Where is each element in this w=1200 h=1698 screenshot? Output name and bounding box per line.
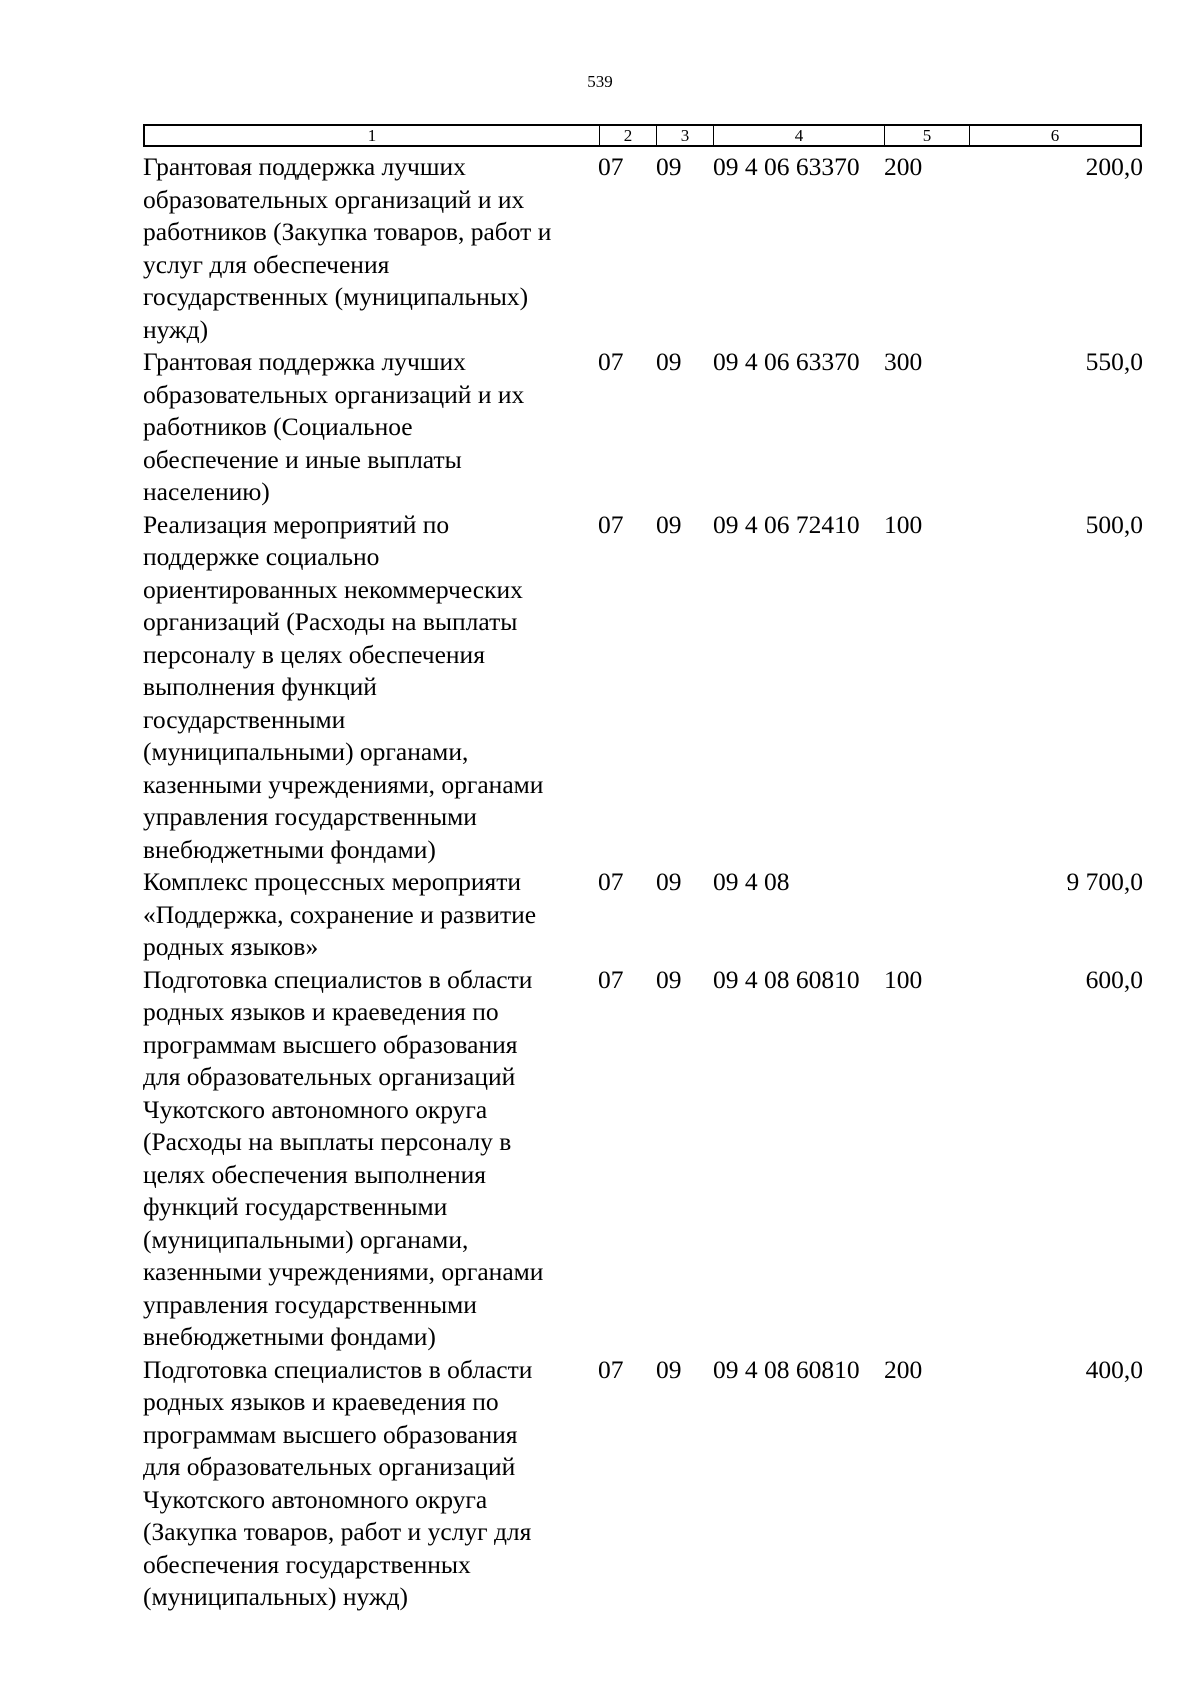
target-article-code: 09 4 08 [713,867,790,896]
description-line: (муниципальными) органами, [143,1224,469,1254]
table-row [0,964,1200,1354]
header-col-4: 4 [714,126,885,145]
section-code: 07 [598,347,624,376]
table-row [0,346,1200,509]
subsection-code: 09 [656,1354,682,1384]
expense-type-code: 300 [884,347,923,376]
description-line: целях обеспечения выполнения [143,1159,487,1189]
description-line: родных языков и краеведения по [143,997,499,1026]
target-article-code: 09 4 06 63370 [713,152,860,181]
description-line: Грантовая поддержка лучших [143,347,466,376]
section-code: 07 [598,1354,624,1384]
expense-type-code: 200 [884,152,923,181]
row-description [143,866,593,964]
row-description [143,151,593,346]
description-line: для образовательных организаций [143,1062,516,1091]
table-row [0,151,1200,346]
amount: 550,0 [1085,347,1143,376]
description-line: внебюджетными фондами) [143,834,436,864]
subsection-code: 09 [656,867,682,896]
description-line: управления государственными [143,1289,477,1319]
amount: 9 700,0 [1066,867,1143,896]
description-line: для образовательных организаций [143,1452,516,1481]
description-line: работников (Социальное [143,412,413,441]
description-line: функций государственными [143,1192,448,1221]
row-description [143,509,593,867]
table-row [0,866,1200,964]
expense-type-code: 200 [884,1354,923,1384]
description-line: услуг для обеспечения [143,249,390,279]
table-body [0,151,1200,1614]
description-line: внебюджетными фондами) [143,1322,436,1351]
description-line: населению) [143,477,270,506]
target-article-code: 09 4 08 60810 [713,964,860,994]
section-code: 07 [598,964,624,994]
description-line: Чукотского автономного округа [143,1484,488,1514]
table-row [0,1354,1200,1614]
row-description [143,346,593,509]
subsection-code: 09 [656,964,682,994]
description-line: Грантовая поддержка лучших [143,152,466,181]
header-col-5: 5 [885,126,970,145]
section-code: 07 [598,152,624,181]
description-line: Подготовка специалистов в области [143,964,533,994]
row-description [143,964,593,1354]
description-line: образовательных организаций и их [143,379,525,409]
description-line: поддержке социально [143,542,380,571]
table-row [0,509,1200,867]
description-line: организаций (Расходы на выплаты [143,607,518,636]
description-line: нужд) [143,314,209,344]
description-line: обеспечения государственных [143,1549,471,1579]
description-line: Комплекс процессных мероприяти [143,867,522,896]
description-line: управления государственными [143,802,477,831]
description-line: Чукотского автономного округа [143,1094,488,1124]
description-line: обеспечение и иные выплаты [143,444,462,474]
subsection-code: 09 [656,509,682,539]
description-line: государственными [143,704,346,734]
section-code: 07 [598,867,624,896]
description-line: выполнения функций [143,672,377,701]
expense-type-code: 100 [884,964,923,994]
header-col-2: 2 [600,126,657,145]
description-line: (муниципальных) нужд) [143,1582,409,1611]
description-line: родных языков и краеведения по [143,1387,499,1416]
target-article-code: 09 4 06 72410 [713,509,860,539]
subsection-code: 09 [656,152,682,181]
target-article-code: 09 4 08 60810 [713,1354,860,1384]
expense-type-code: 100 [884,509,923,539]
header-col-6: 6 [1050,126,1060,145]
description-line: казенными учреждениями, органами [143,1257,544,1286]
page-number: 539 [587,72,613,91]
description-line: программам высшего образования [143,1419,518,1449]
description-line: работников (Закупка товаров, работ и [143,217,552,246]
description-line: родных языков» [143,932,319,961]
row-description [143,1354,593,1614]
header-col-3: 3 [657,126,714,145]
description-line: образовательных организаций и их [143,184,525,214]
description-line: персоналу в целях обеспечения [143,639,485,669]
amount: 500,0 [1085,509,1143,539]
target-article-code: 09 4 06 63370 [713,347,860,376]
description-line: Реализация мероприятий по [143,509,450,539]
description-line: программам высшего образования [143,1029,518,1059]
section-code: 07 [598,509,624,539]
description-line: «Поддержка, сохранение и развитие [143,899,537,929]
table-header [143,124,1142,147]
description-line: Подготовка специалистов в области [143,1354,533,1384]
description-line: ориентированных некоммерческих [143,574,523,604]
amount: 400,0 [1085,1354,1143,1384]
subsection-code: 09 [656,347,682,376]
description-line: (Закупка товаров, работ и услуг для [143,1517,532,1546]
amount: 600,0 [1085,964,1143,994]
header-col-1: 1 [145,126,600,145]
description-line: (муниципальными) органами, [143,737,469,766]
description-line: государственных (муниципальных) [143,282,529,311]
description-line: (Расходы на выплаты персоналу в [143,1127,512,1156]
amount: 200,0 [1085,152,1143,181]
description-line: казенными учреждениями, органами [143,769,544,799]
